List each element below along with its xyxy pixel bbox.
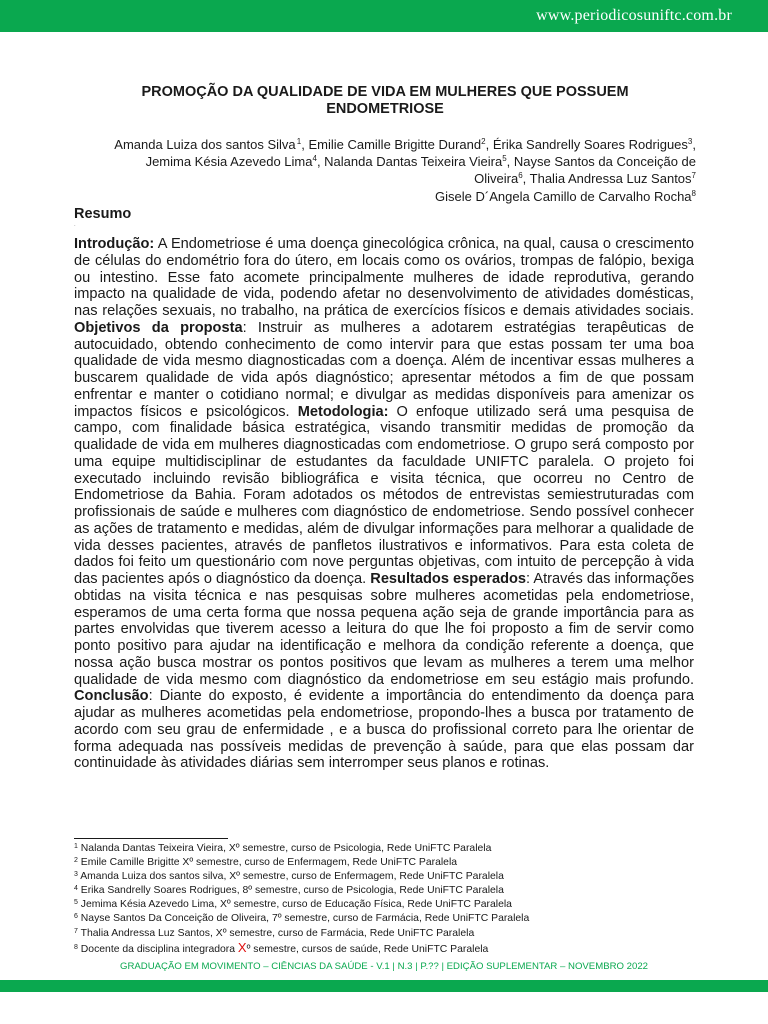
footnote-text: Erika Sandrelly Soares Rodrigues, 8º semestre, curso de Psicologia, Rede UniFTC Paralela [77, 885, 504, 897]
journal-url[interactable]: www.periodicosuniftc.com.br [536, 7, 732, 24]
author-sup: 2 [481, 137, 486, 146]
footnote-divider [74, 838, 228, 839]
author-name: Amanda Luiza dos santos Silva [114, 137, 296, 152]
author-sup: 6 [518, 171, 523, 180]
footnote-text: Amanda Luiza dos santos silva, Xº semestre, curso de Enfermagem, Rede UniFTC Paralela [77, 871, 504, 883]
footnote-text: Emile Camille Brigitte Xº semestre, curso de Enfermagem, Rede UniFTC Paralela [77, 857, 458, 869]
red-x-mark: X [237, 939, 247, 955]
footnote-number: 5 [74, 899, 78, 907]
results-label: Resultados esperados [370, 571, 527, 587]
results-text: : Através das informações obtidas na visita técnica e nas pesquisas sobre mulheres acometidas pela endometriose, esperamos de uma certa forma que nossa pequena ação seja de grande importância para as partes envolvidas que tiverem acesso a leitura do que lhe foi proposto a fim de servir como ponto positivo para ajudar na identificação e melhora da condição referente a doença, que nossa ação busca mostrar os pontos positivos que levam as mulheres a terem uma melhor qualidade de vida mesmo com diagnóstico da endometriose em seu estágio mais profundo. [74, 571, 694, 688]
footnote-item [74, 941, 694, 957]
footnote-item [74, 898, 694, 912]
footnote-number: 2 [74, 857, 78, 865]
author-sup: 7 [691, 171, 696, 180]
resumo-mark: . [74, 222, 76, 228]
author-name: Thalia Andressa Luz Santos [529, 171, 692, 186]
docente-sup: 8 [691, 189, 696, 198]
footnote-item [74, 856, 694, 870]
footnote-number: 1 [74, 843, 78, 850]
footnote-item [74, 870, 694, 884]
footnote-number: 3 [74, 871, 78, 879]
title-line-1: PROMOÇÃO DA QUALIDADE DE VIDA EM MULHERES QUE POSSUEM [141, 84, 629, 100]
footnote-item [74, 884, 694, 898]
footnote-text: Nayse Santos Da Conceição de Oliveira, 7º semestre, curso de Farmácia, Rede UniFTC Paralela [77, 913, 530, 925]
footnotes [74, 842, 694, 957]
footnote-item [74, 927, 694, 941]
bottom-banner [0, 980, 768, 992]
conclusion-text: : Diante do exposto, é evidente a importância do entendimento da doença para ajudar as mulheres acometidas pela endometriose, propondo-lhes a busca por tratamento de acordo com seu grau de enfermidade , e a busca do profissional correto para lhe orientar de forma adequada nas possíveis medidas de prevenção à saúde, para que elas possam dar continuidade às atividades diárias sem interromper seus planos e rotinas. [74, 688, 694, 772]
docente-name: Gisele D´Angela Camillo de Carvalho Rocha [435, 189, 692, 204]
author-sup: 1 [296, 137, 302, 146]
footnote-text: Nalanda Dantas Teixeira Vieira, Xº semestre, curso de Psicologia, Rede UniFTC Paralela [77, 843, 492, 854]
intro-label: Introdução: [74, 236, 155, 252]
methodology-text: O enfoque utilizado será uma pesquisa de campo, com finalidade básica estratégica, visando transmitir medidas de promoção da qualidade de vida em mulheres diagnosticadas com endometriose. O grupo será composto por uma equipe multidisciplinar de estudantes da faculdade UNIFTC paralela. O projeto foi executado incluindo revisão bibliográfica e visita técnica, que ocorreu no Centro de Endometriose da Bahia. Foram adotados os métodos de entrevistas semiestruturadas com profissionais de saúde e mulheres com diagnóstico de endometriose. Sendo possível conhecer as ações de tratamento e medidas, além de divulgar informações para melhorar a qualidade de vida desses pacientes, através de panfletos ilustrativos e informativos. Para esta coleta de dados foi feito um questionário com nove perguntas objetivas, com intuito de percepção à vida das pacientes após o diagnóstico da doença. [74, 403, 695, 587]
title-line-2: ENDOMETRIOSE [326, 101, 444, 117]
docente-line [100, 188, 696, 205]
methodology-label: Metodologia: [297, 403, 389, 420]
intro-text: A Endometriose é uma doença ginecológica crônica, na qual, causa o crescimento de células do endométrio fora do útero, em locais como os ovários, trompas de falópio, bexiga ou intestino. Esse fato acomete principalmente mulheres de idade reprodutiva, gerando impacto na qualidade de vida, podendo afetar no desenvolvimento de atividades domésticas, nas relações sexuais, no trabalho, na prática de exercícios físicos e demais atividades sociais. [74, 236, 694, 319]
author-list: Amanda Luiza dos santos Silva $^1$, Emilie Camille Brigitte Durand$^2$, Érika Sandrelly Soares Rodrigues$^3$, Jemima Késia Azevedo Lima$^4$, Nalanda Dantas Teixeira Vieira$^5$, Nayse Santos da Conceição de Oliveira$^6$, Thalia Andressa Luz Santos$^7$ [114, 137, 696, 186]
author-name: Érika Sandrelly Soares Rodrigues [492, 137, 688, 152]
abstract-body [74, 236, 694, 772]
footnote-number: 6 [74, 913, 78, 921]
author-name: Jemima Késia Azevedo Lima [145, 154, 313, 169]
author-name: Nayse Santos da Conceição de Oliveira [474, 154, 696, 186]
article-title [80, 84, 690, 118]
journal-footer: GRADUAÇÃO EM MOVIMENTO – CIÊNCIAS DA SAÚDE - V.1 | N.3 | P.?? | EDIÇÃO SUPLEMENTAR – NOVEMBRO 2022 [120, 961, 648, 972]
footnote-text: Jemima Késia Azevedo Lima, Xº semestre, curso de Educação Física, Rede UniFTC Paralela [77, 899, 512, 911]
author-name: Nalanda Dantas Teixeira Vieira [324, 154, 503, 169]
author-name: Emilie Camille Brigitte Durand [308, 137, 482, 152]
objectives-text: : Instruir as mulheres a adotarem estratégias terapêuticas de autocuidado, obtendo conhecimento de como intervir para que estas possam ter uma boa qualidade de vida mesmo diagnosticadas com a doença. Além de incentivar essas mulheres a buscarem qualidade de vida após diagnóstico; apresentar métodos a fim de que possam enfrentar e manter o cotidiano normal; e divulgar as medidas disponíveis para amenizar os impactos físicos e psicológicos. [74, 319, 694, 420]
objectives-label: Objetivos da proposta [74, 319, 243, 336]
resumo-heading: Resumo [74, 206, 132, 222]
footnote-item [74, 912, 694, 926]
footnote-number: 8 [74, 943, 78, 951]
footnote-text: Docente da disciplina integradora [77, 943, 238, 955]
footnote-text: Thalia Andressa Luz Santos, Xº semestre, curso de Farmácia, Rede UniFTC Paralela [77, 927, 475, 939]
author-sup: 5 [502, 154, 507, 163]
footnote-text-tail: º semestre, cursos de saúde, Rede UniFTC Paralela [246, 943, 489, 955]
top-banner [0, 0, 768, 32]
footnote-number: 7 [74, 927, 78, 935]
footnote-number: 4 [74, 885, 78, 893]
author-sup: 4 [312, 154, 317, 163]
conclusion-label: Conclusão [74, 688, 149, 705]
footnote-item [74, 842, 694, 856]
author-sup: 3 [687, 137, 693, 146]
